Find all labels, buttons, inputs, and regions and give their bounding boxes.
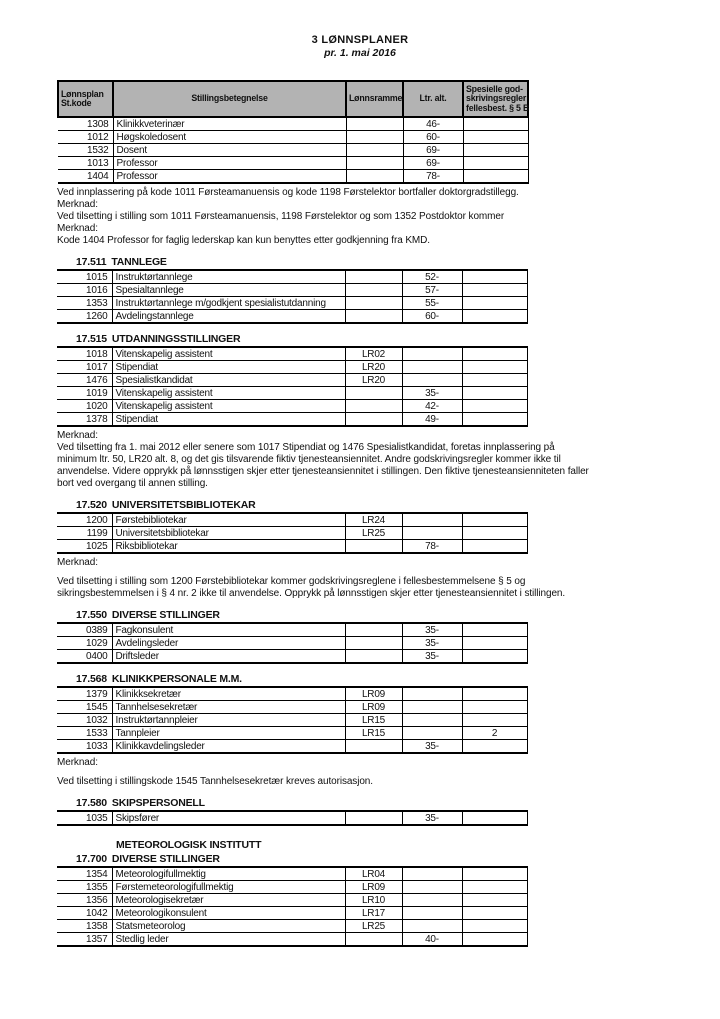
st-code: 1357 bbox=[57, 933, 112, 947]
section-number: 17.700 bbox=[76, 853, 107, 866]
note-line: Ved tilsetting i stilling som 1011 Førsteamanuensis, 1198 Førstelektor og som 1352 Postdoktor kommer bbox=[57, 211, 505, 223]
spesielle-regler bbox=[462, 701, 527, 714]
lonnsramme bbox=[345, 387, 402, 400]
lonnsramme bbox=[346, 170, 403, 184]
stillingsbetegnelse: Vitenskapelig assistent bbox=[112, 347, 345, 361]
spesielle-regler bbox=[462, 933, 527, 947]
section-name: TANNLEGE bbox=[111, 256, 167, 269]
section-number: 17.550 bbox=[76, 609, 107, 622]
header-ltr: Ltr. alt. bbox=[403, 81, 463, 117]
lonnsramme: LR20 bbox=[345, 374, 402, 387]
stillingsbetegnelse: Skipsfører bbox=[112, 811, 345, 825]
table-row bbox=[57, 714, 527, 727]
ltr-alt bbox=[402, 687, 462, 701]
note-line: sikringsbestemmelsen i § 4 nr. 2 ikke til anvendelse. Opprykk på lønnsstigen skjer etter tjenesteansiennitet i stillingen. bbox=[57, 588, 566, 600]
stillingsbetegnelse: Klinikkavdelingsleder bbox=[112, 740, 345, 754]
note-line: Merknad: bbox=[57, 557, 98, 569]
st-code: 1035 bbox=[57, 811, 112, 825]
stillingsbetegnelse: Klinikksekretær bbox=[112, 687, 345, 701]
section-number: 17.568 bbox=[76, 673, 107, 686]
stillingsbetegnelse: Førstebibliotekar bbox=[112, 513, 345, 527]
spesielle-regler bbox=[462, 637, 527, 650]
ltr-alt: 60- bbox=[403, 131, 463, 144]
table-row bbox=[58, 131, 528, 144]
spesielle-regler bbox=[462, 894, 527, 907]
spesielle-regler bbox=[462, 650, 527, 664]
st-code: 1379 bbox=[57, 687, 112, 701]
st-code: 1354 bbox=[57, 867, 112, 881]
stillingsbetegnelse: Spesialtannlege bbox=[112, 284, 345, 297]
table-row bbox=[57, 310, 527, 324]
spesielle-regler: 2 bbox=[462, 727, 527, 740]
st-code: 0389 bbox=[57, 623, 112, 637]
spesielle-regler bbox=[462, 623, 527, 637]
stillingsbetegnelse: Høgskoledosent bbox=[113, 131, 346, 144]
table-row bbox=[57, 513, 527, 527]
stillingsbetegnelse: Universitetsbibliotekar bbox=[112, 527, 345, 540]
header-code-line2: St.kode bbox=[61, 98, 92, 109]
stillingsbetegnelse: Dosent bbox=[113, 144, 346, 157]
ltr-alt: 35- bbox=[402, 387, 462, 400]
section-name: SKIPSPERSONELL bbox=[111, 797, 205, 810]
st-code: 1199 bbox=[57, 527, 112, 540]
stillingsbetegnelse: Stedlig leder bbox=[112, 933, 345, 947]
ltr-alt: 69- bbox=[403, 157, 463, 170]
lonnsramme bbox=[345, 637, 402, 650]
stillingsbetegnelse: Meteorologisekretær bbox=[112, 894, 345, 907]
header-code bbox=[58, 81, 113, 117]
ltr-alt bbox=[402, 701, 462, 714]
ltr-alt: 35- bbox=[402, 740, 462, 754]
table-row bbox=[57, 811, 527, 825]
ltr-alt bbox=[402, 347, 462, 361]
table-row bbox=[57, 650, 527, 664]
lonnsramme bbox=[345, 284, 402, 297]
stillingsbetegnelse: Spesialistkandidat bbox=[112, 374, 345, 387]
stillingsbetegnelse: Vitenskapelig assistent bbox=[112, 400, 345, 413]
spesielle-regler bbox=[462, 540, 527, 554]
table-row bbox=[57, 387, 527, 400]
table-row bbox=[58, 144, 528, 157]
table-row bbox=[57, 933, 527, 947]
spesielle-regler bbox=[462, 513, 527, 527]
st-code: 1042 bbox=[57, 907, 112, 920]
table-row bbox=[57, 527, 527, 540]
lonnsramme bbox=[345, 650, 402, 664]
lonnsramme bbox=[346, 144, 403, 157]
table-row bbox=[57, 361, 527, 374]
lonnsramme bbox=[346, 157, 403, 170]
section-name: KLINIKKPERSONALE M.M. bbox=[111, 673, 242, 686]
ltr-alt: 42- bbox=[402, 400, 462, 413]
document-date: pr. 1. mai 2016 bbox=[324, 47, 396, 59]
header-position: Stillingsbetegnelse bbox=[113, 81, 346, 117]
notes-block bbox=[57, 430, 720, 490]
ltr-alt bbox=[402, 920, 462, 933]
note-line: Merknad: bbox=[57, 199, 98, 211]
stillingsbetegnelse: Riksbibliotekar bbox=[112, 540, 345, 554]
spesielle-regler bbox=[462, 907, 527, 920]
lonnsramme bbox=[345, 297, 402, 310]
section-number: 17.515 bbox=[76, 333, 107, 346]
lonnsramme: LR25 bbox=[345, 527, 402, 540]
spesielle-regler bbox=[462, 413, 527, 427]
note-line: Merknad: bbox=[57, 757, 98, 769]
table-row bbox=[57, 270, 527, 284]
spesielle-regler bbox=[463, 170, 528, 184]
section-name: DIVERSE STILLINGER bbox=[111, 609, 220, 622]
st-code: 1015 bbox=[57, 270, 112, 284]
table-row bbox=[57, 540, 527, 554]
st-code: 1353 bbox=[57, 297, 112, 310]
lonnsramme bbox=[345, 933, 402, 947]
stillingsbetegnelse: Instruktørtannlege bbox=[112, 270, 345, 284]
header-special bbox=[463, 81, 528, 117]
ltr-alt bbox=[402, 714, 462, 727]
lonnsramme: LR17 bbox=[345, 907, 402, 920]
table-row bbox=[57, 413, 527, 427]
lonnsramme bbox=[345, 400, 402, 413]
section-number: 17.511 bbox=[76, 256, 107, 269]
st-code: 1025 bbox=[57, 540, 112, 554]
table-row bbox=[57, 687, 527, 701]
st-code: 1476 bbox=[57, 374, 112, 387]
table-row bbox=[57, 881, 527, 894]
table-header-row bbox=[58, 81, 528, 117]
ltr-alt: 69- bbox=[403, 144, 463, 157]
salary-table-main bbox=[57, 80, 529, 184]
stillingsbetegnelse: Vitenskapelig assistent bbox=[112, 387, 345, 400]
ltr-alt bbox=[402, 513, 462, 527]
header-code-line1: Lønnsplan bbox=[61, 88, 104, 99]
spesielle-regler bbox=[462, 867, 527, 881]
spesielle-regler bbox=[462, 740, 527, 754]
stillingsbetegnelse: Stipendiat bbox=[112, 413, 345, 427]
table-row bbox=[57, 894, 527, 907]
spesielle-regler bbox=[462, 400, 527, 413]
table-row bbox=[57, 867, 527, 881]
lonnsramme: LR09 bbox=[345, 701, 402, 714]
note-line: Ved tilsetting i stillingskode 1545 Tannhelsesekretær kreves autorisasjon. bbox=[57, 776, 373, 788]
note-line: Ved tilsetting fra 1. mai 2012 eller senere som 1017 Stipendiat og 1476 Spesialistkandidat, foretas innplassering på bbox=[57, 442, 555, 454]
spesielle-regler bbox=[462, 527, 527, 540]
table-row bbox=[57, 920, 527, 933]
st-code: 1533 bbox=[57, 727, 112, 740]
st-code: 1378 bbox=[57, 413, 112, 427]
stillingsbetegnelse: Førstemeteorologifullmektig bbox=[112, 881, 345, 894]
spesielle-regler bbox=[462, 347, 527, 361]
section-heading-universitetsbibliotekar bbox=[76, 499, 720, 511]
spesielle-regler bbox=[463, 144, 528, 157]
st-code: 1032 bbox=[57, 714, 112, 727]
header-special-line1: Spesielle god- bbox=[466, 84, 523, 94]
section-heading-diverse-stillinger bbox=[76, 609, 720, 621]
spesielle-regler bbox=[462, 811, 527, 825]
st-code: 1019 bbox=[57, 387, 112, 400]
section-heading-meteorologisk-diverse bbox=[76, 853, 720, 865]
section-number: 17.520 bbox=[76, 499, 107, 512]
stillingsbetegnelse: Tannpleier bbox=[112, 727, 345, 740]
st-code: 1016 bbox=[57, 284, 112, 297]
stillingsbetegnelse: Statsmeteorolog bbox=[112, 920, 345, 933]
document-title: 3 LØNNSPLANER bbox=[311, 34, 409, 46]
lonnsramme bbox=[345, 623, 402, 637]
table-row bbox=[58, 170, 528, 184]
st-code: 1358 bbox=[57, 920, 112, 933]
ltr-alt: 52- bbox=[402, 270, 462, 284]
table-row bbox=[58, 117, 528, 131]
lonnsramme: LR24 bbox=[345, 513, 402, 527]
section-heading-utdanningsstillinger bbox=[76, 333, 720, 345]
header-frame: Lønnsramme bbox=[346, 81, 403, 117]
table-row bbox=[57, 727, 527, 740]
spesielle-regler bbox=[462, 270, 527, 284]
section-heading-klinikkpersonale bbox=[76, 673, 720, 685]
section-heading-tannlege bbox=[76, 256, 720, 268]
ltr-alt: 49- bbox=[402, 413, 462, 427]
table-row bbox=[57, 701, 527, 714]
ltr-alt bbox=[402, 907, 462, 920]
table-row bbox=[57, 284, 527, 297]
note-line: minimum ltr. 50, LR20 alt. 8, og det gis tilsvarende fiktiv tjenesteansiennitet. Andre godskrivingsregler kommer ikke til bbox=[57, 454, 561, 466]
spesielle-regler bbox=[462, 361, 527, 374]
lonnsramme: LR09 bbox=[345, 881, 402, 894]
ltr-alt bbox=[402, 881, 462, 894]
lonnsramme: LR25 bbox=[345, 920, 402, 933]
ltr-alt: 35- bbox=[402, 637, 462, 650]
section-heading-skipspersonell bbox=[76, 797, 720, 809]
st-code: 1017 bbox=[57, 361, 112, 374]
st-code: 0400 bbox=[57, 650, 112, 664]
section-name: UNIVERSITETSBIBLIOTEKAR bbox=[111, 499, 256, 512]
lonnsramme bbox=[345, 413, 402, 427]
lonnsramme: LR02 bbox=[345, 347, 402, 361]
stillingsbetegnelse: Professor bbox=[113, 157, 346, 170]
st-code: 1200 bbox=[57, 513, 112, 527]
st-code: 1013 bbox=[58, 157, 113, 170]
stillingsbetegnelse: Stipendiat bbox=[112, 361, 345, 374]
stillingsbetegnelse: Avdelingstannlege bbox=[112, 310, 345, 324]
st-code: 1356 bbox=[57, 894, 112, 907]
st-code: 1404 bbox=[58, 170, 113, 184]
institute-heading: METEOROLOGISK INSTITUTT bbox=[116, 839, 262, 852]
table-row bbox=[57, 400, 527, 413]
st-code: 1012 bbox=[58, 131, 113, 144]
section-number: 17.580 bbox=[76, 797, 107, 810]
spesielle-regler bbox=[462, 881, 527, 894]
ltr-alt bbox=[402, 894, 462, 907]
table-row bbox=[58, 157, 528, 170]
notes-block bbox=[57, 757, 720, 788]
salary-table-universitetsbibliotekar bbox=[57, 512, 528, 554]
st-code: 1018 bbox=[57, 347, 112, 361]
table-row bbox=[57, 374, 527, 387]
ltr-alt: 57- bbox=[402, 284, 462, 297]
salary-table-meteorologisk bbox=[57, 866, 528, 947]
st-code: 1532 bbox=[58, 144, 113, 157]
ltr-alt: 40- bbox=[402, 933, 462, 947]
lonnsramme bbox=[346, 131, 403, 144]
section-name: UTDANNINGSSTILLINGER bbox=[111, 333, 241, 346]
lonnsramme: LR09 bbox=[345, 687, 402, 701]
spesielle-regler bbox=[463, 131, 528, 144]
ltr-alt: 60- bbox=[402, 310, 462, 324]
note-line: anvendelse. Videre opprykk på lønnsstigen skjer etter tjenesteansiennitet i stillingen. Den fiktive tjenesteansienniteten faller bbox=[57, 466, 589, 478]
note-line: Kode 1404 Professor for faglig lederskap kan kun benyttes etter godkjenning fra KMD. bbox=[57, 235, 430, 247]
st-code: 1033 bbox=[57, 740, 112, 754]
ltr-alt: 35- bbox=[402, 650, 462, 664]
ltr-alt: 78- bbox=[402, 540, 462, 554]
stillingsbetegnelse: Professor bbox=[113, 170, 346, 184]
salary-table-klinikkpersonale bbox=[57, 686, 528, 754]
lonnsramme bbox=[345, 270, 402, 284]
spesielle-regler bbox=[462, 374, 527, 387]
spesielle-regler bbox=[462, 387, 527, 400]
table-row bbox=[57, 637, 527, 650]
note-line: Ved tilsetting i stilling som 1200 Førstebibliotekar kommer godskrivingsreglene i fellesbestemmelsene § 5 og bbox=[57, 576, 526, 588]
lonnsramme bbox=[346, 117, 403, 131]
lonnsramme: LR15 bbox=[345, 714, 402, 727]
note-line: Ved innplassering på kode 1011 Førsteamanuensis og kode 1198 Førstelektor bortfaller doktorgradstillegg. bbox=[57, 187, 519, 199]
notes-block bbox=[57, 187, 720, 247]
ltr-alt: 78- bbox=[403, 170, 463, 184]
spesielle-regler bbox=[462, 310, 527, 324]
lonnsramme bbox=[345, 540, 402, 554]
spesielle-regler bbox=[462, 920, 527, 933]
stillingsbetegnelse: Driftsleder bbox=[112, 650, 345, 664]
spesielle-regler bbox=[462, 714, 527, 727]
note-line: Merknad: bbox=[57, 430, 98, 442]
spesielle-regler bbox=[463, 117, 528, 131]
ltr-alt: 55- bbox=[402, 297, 462, 310]
salary-table-skipspersonell bbox=[57, 810, 528, 826]
lonnsramme bbox=[345, 811, 402, 825]
notes-block bbox=[57, 557, 720, 600]
ltr-alt bbox=[402, 361, 462, 374]
spesielle-regler bbox=[462, 284, 527, 297]
section-name: DIVERSE STILLINGER bbox=[111, 853, 220, 866]
stillingsbetegnelse: Tannhelsesekretær bbox=[112, 701, 345, 714]
ltr-alt bbox=[402, 867, 462, 881]
header-special-line2: skrivingsregler bbox=[466, 93, 527, 104]
st-code: 1260 bbox=[57, 310, 112, 324]
salary-table-utdanningsstillinger bbox=[57, 346, 528, 427]
ltr-alt: 35- bbox=[402, 623, 462, 637]
lonnsramme: LR20 bbox=[345, 361, 402, 374]
ltr-alt: 35- bbox=[402, 811, 462, 825]
spesielle-regler bbox=[462, 297, 527, 310]
table-row bbox=[57, 297, 527, 310]
stillingsbetegnelse: Instruktørtannlege m/godkjent spesialistutdanning bbox=[112, 297, 345, 310]
stillingsbetegnelse: Meteorologikonsulent bbox=[112, 907, 345, 920]
lonnsramme: LR04 bbox=[345, 867, 402, 881]
table-row bbox=[57, 907, 527, 920]
stillingsbetegnelse: Meteorologifullmektig bbox=[112, 867, 345, 881]
st-code: 1308 bbox=[58, 117, 113, 131]
st-code: 1029 bbox=[57, 637, 112, 650]
salary-table-tannlege bbox=[57, 269, 528, 324]
st-code: 1355 bbox=[57, 881, 112, 894]
note-line: Merknad: bbox=[57, 223, 98, 235]
stillingsbetegnelse: Instruktørtannpleier bbox=[112, 714, 345, 727]
stillingsbetegnelse: Fagkonsulent bbox=[112, 623, 345, 637]
ltr-alt bbox=[402, 374, 462, 387]
spesielle-regler bbox=[463, 157, 528, 170]
table-row bbox=[57, 740, 527, 754]
spesielle-regler bbox=[462, 687, 527, 701]
st-code: 1020 bbox=[57, 400, 112, 413]
note-line: bort ved overgang til annen stilling. bbox=[57, 478, 208, 490]
lonnsramme bbox=[345, 310, 402, 324]
lonnsramme bbox=[345, 740, 402, 754]
title-block bbox=[0, 0, 720, 59]
table-row bbox=[57, 623, 527, 637]
lonnsramme: LR15 bbox=[345, 727, 402, 740]
ltr-alt: 46- bbox=[403, 117, 463, 131]
st-code: 1545 bbox=[57, 701, 112, 714]
table-row bbox=[57, 347, 527, 361]
ltr-alt bbox=[402, 527, 462, 540]
salary-table-diverse-stillinger bbox=[57, 622, 528, 664]
ltr-alt bbox=[402, 727, 462, 740]
lonnsramme: LR10 bbox=[345, 894, 402, 907]
header-special-line3: fellesbest. § 5 B bbox=[466, 102, 530, 113]
stillingsbetegnelse: Avdelingsleder bbox=[112, 637, 345, 650]
stillingsbetegnelse: Klinikkveterinær bbox=[113, 117, 346, 131]
